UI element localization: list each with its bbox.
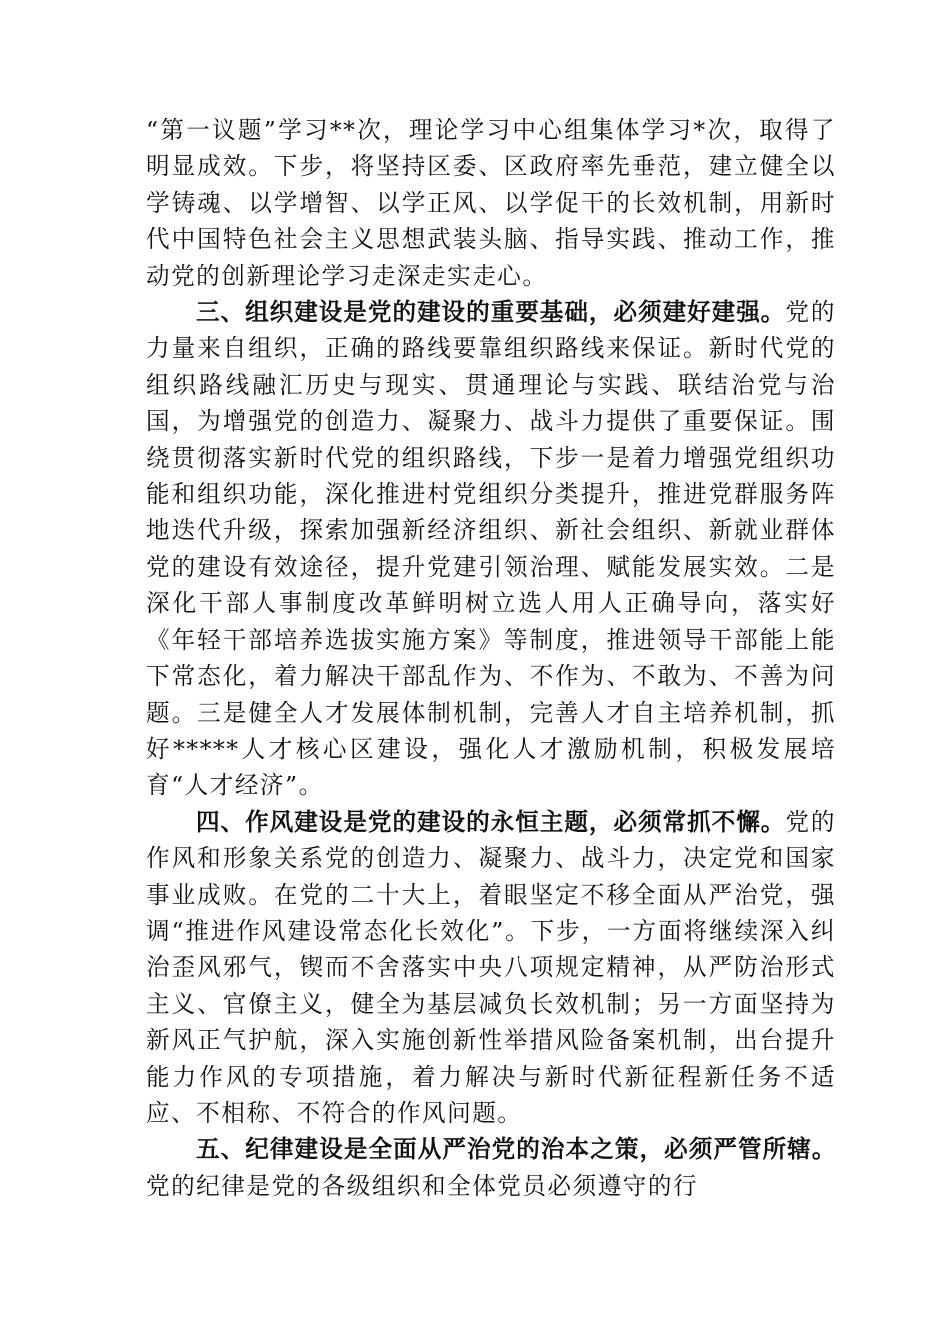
paragraph-1-body: “第一议题”学习**次，理论学习中心组集体学习*次，取得了明显成效。下步，将坚持区委、区政府率先垂范，建立健全以学铸魂、以学增智、以学正风、以学促干的长效机制，用新时代中国特色社会主义思想武装头脑、指导实践、推动工作，推动党的创新理论学习走深走实走心。	[146, 116, 836, 290]
paragraph-3-body: 党的作风和形象关系党的创造力、凝聚力、战斗力，决定党和国家事业成败。在党的二十大上，着眼坚定不移全面从严治党，强调“推进作风建设常态化长效化”。下步，一方面将继续深入纠治歪风邪气，锲而不舍落实中央八项规定精神，从严防治形式主义、官僚主义，健全为基层减负长效机制；另一方面坚持为新风正气护航，深入实施创新性举措风险备案机制，出台提升能力作风的专项措施，着力解决与新时代新征程新任务不适应、不相称、不符合的作风问题。	[146, 807, 837, 1127]
paragraph-3	[146, 804, 836, 1132]
paragraph-1	[146, 112, 836, 294]
section-5-heading: 五、纪律建设是全面从严治党的治本之策，必须严管所辖。	[196, 1135, 836, 1164]
section-4-heading: 四、作风建设是党的建设的永恒主题，必须常抓不懈。	[196, 807, 786, 836]
section-3-heading: 三、组织建设是党的建设的重要基础，必须建好建强。	[196, 298, 786, 327]
paragraph-2	[146, 294, 836, 804]
paragraph-2-body: 党的力量来自组织，正确的路线要靠组织路线来保证。新时代党的组织路线融汇历史与现实、贯通理论与实践、联结治党与治国，为增强党的创造力、凝聚力、战斗力提供了重要保证。围绕贯彻落实新时代党的组织路线，下步一是着力增强党组织功能和组织功能，深化推进村党组织分类提升，推进党群服务阵地迭代升级，探索加强新经济组织、新社会组织、新就业群体党的建设有效途径，提升党建引领治理、赋能发展实效。二是深化干部人事制度改革鲜明树立选人用人正确导向，落实好《年轻干部培养选拔实施方案》等制度，推进领导干部能上能下常态化，着力解决干部乱作为、不作为、不敢为、不善为问题。三是健全人才发展体制机制，完善人才自主培养机制，抓好*****人才核心区建设，强化人才激励机制，积极发展培育“人才经济”。	[146, 298, 837, 800]
paragraph-4-body: 党的纪律是党的各级组织和全体党员必须遵守的行	[146, 1171, 699, 1200]
document-page	[146, 112, 836, 1204]
paragraph-4	[146, 1131, 836, 1204]
